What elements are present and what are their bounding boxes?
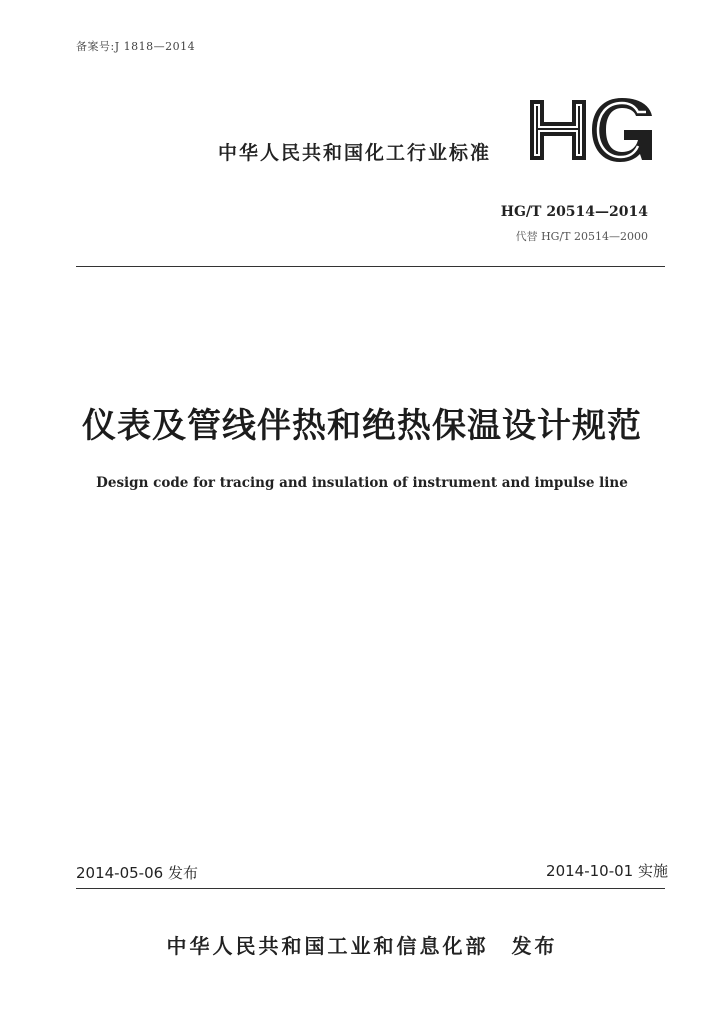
document-title-english: Design code for tracing and insulation of instrument and impulse line — [96, 475, 628, 491]
document-title-chinese: 仪表及管线伴热和绝热保温设计规范 — [82, 406, 642, 446]
industry-standard-label: 中华人民共和国化工行业标准 — [218, 142, 492, 164]
footer-divider — [76, 888, 665, 889]
replaced-standard-code: 代替 HG/T 20514—2000 — [515, 230, 648, 243]
issue-date: 2014-05-06 发布 — [76, 864, 198, 882]
filing-number: 备案号:J 1818—2014 — [76, 40, 196, 53]
implementation-date: 2014-10-01 实施 — [546, 862, 668, 880]
standard-code: HG/T 20514—2014 — [500, 204, 648, 220]
hg-logo — [528, 96, 656, 164]
header-divider — [76, 266, 665, 267]
publisher: 中华人民共和国工业和信息化部 发布 — [166, 934, 558, 958]
